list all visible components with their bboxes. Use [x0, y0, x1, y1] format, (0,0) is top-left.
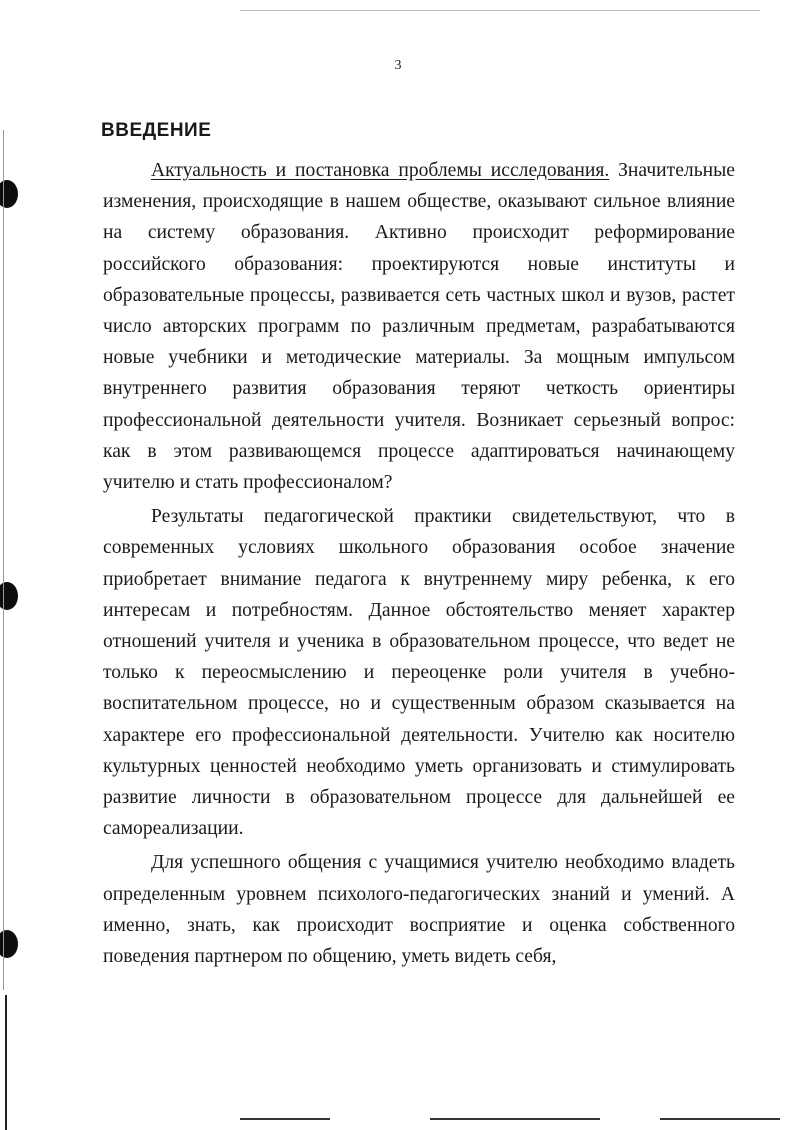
- bottom-scan-rule: [430, 1118, 600, 1120]
- paragraph-1: [103, 155, 735, 498]
- body-text: [103, 155, 735, 972]
- paragraph-2: Результаты педагогической практики свидетельствуют, что в современных условиях школьного образования особое значение приобретает внимание педагога к внутреннему миру ребенка, к его интересам и потребностям. Данное обстоятельство меняет характер отношений учителя и ученика в образовательном процессе, что ведет не только к переосмыслению и переоценке роли учителя в учебно-воспитательном процессе, но и существенным образом сказывается на характере его профессиональной деятельности. Учителю как носителю культурных ценностей необходимо уметь организовать и стимулировать развитие личности в образовательном процессе для дальнейшей ее самореализации.: [103, 506, 735, 840]
- paragraph-1-text: Значительные изменения, происходящие в нашем обществе, оказывают сильное влияние на систему образования. Активно происходит реформирование российского образования: проектируются новые институты и образовательные процессы, развивается сеть частных школ и вузов, растет число авторских программ по различным предметам, разрабатываются новые учебники и методические материалы. За мощным импульсом внутреннего развития образования теряют четкость ориентиры профессиональной деятельности учителя. Возникает серьезный вопрос: как в этом развивающемся процессе адаптироваться начинающему учителю и стать профессионалом?: [103, 160, 735, 494]
- paragraph-1-lead: Актуальность и постановка проблемы исследования.: [151, 160, 610, 181]
- bottom-scan-rule: [660, 1118, 780, 1120]
- top-scan-rule: [240, 10, 760, 11]
- paragraph-3: Для успешного общения с учащимися учителю необходимо владеть определенным уровнем психолого-педагогических знаний и умений. А именно, знать, как происходит восприятие и оценка собственного поведения партнером по общению, уметь видеть себя,: [103, 852, 735, 968]
- left-edge-line-upper: [3, 130, 4, 990]
- bottom-scan-rule: [240, 1118, 330, 1120]
- section-heading: ВВЕДЕНИЕ: [101, 120, 212, 141]
- left-edge-line: [5, 995, 7, 1130]
- page-number: 3: [394, 58, 402, 73]
